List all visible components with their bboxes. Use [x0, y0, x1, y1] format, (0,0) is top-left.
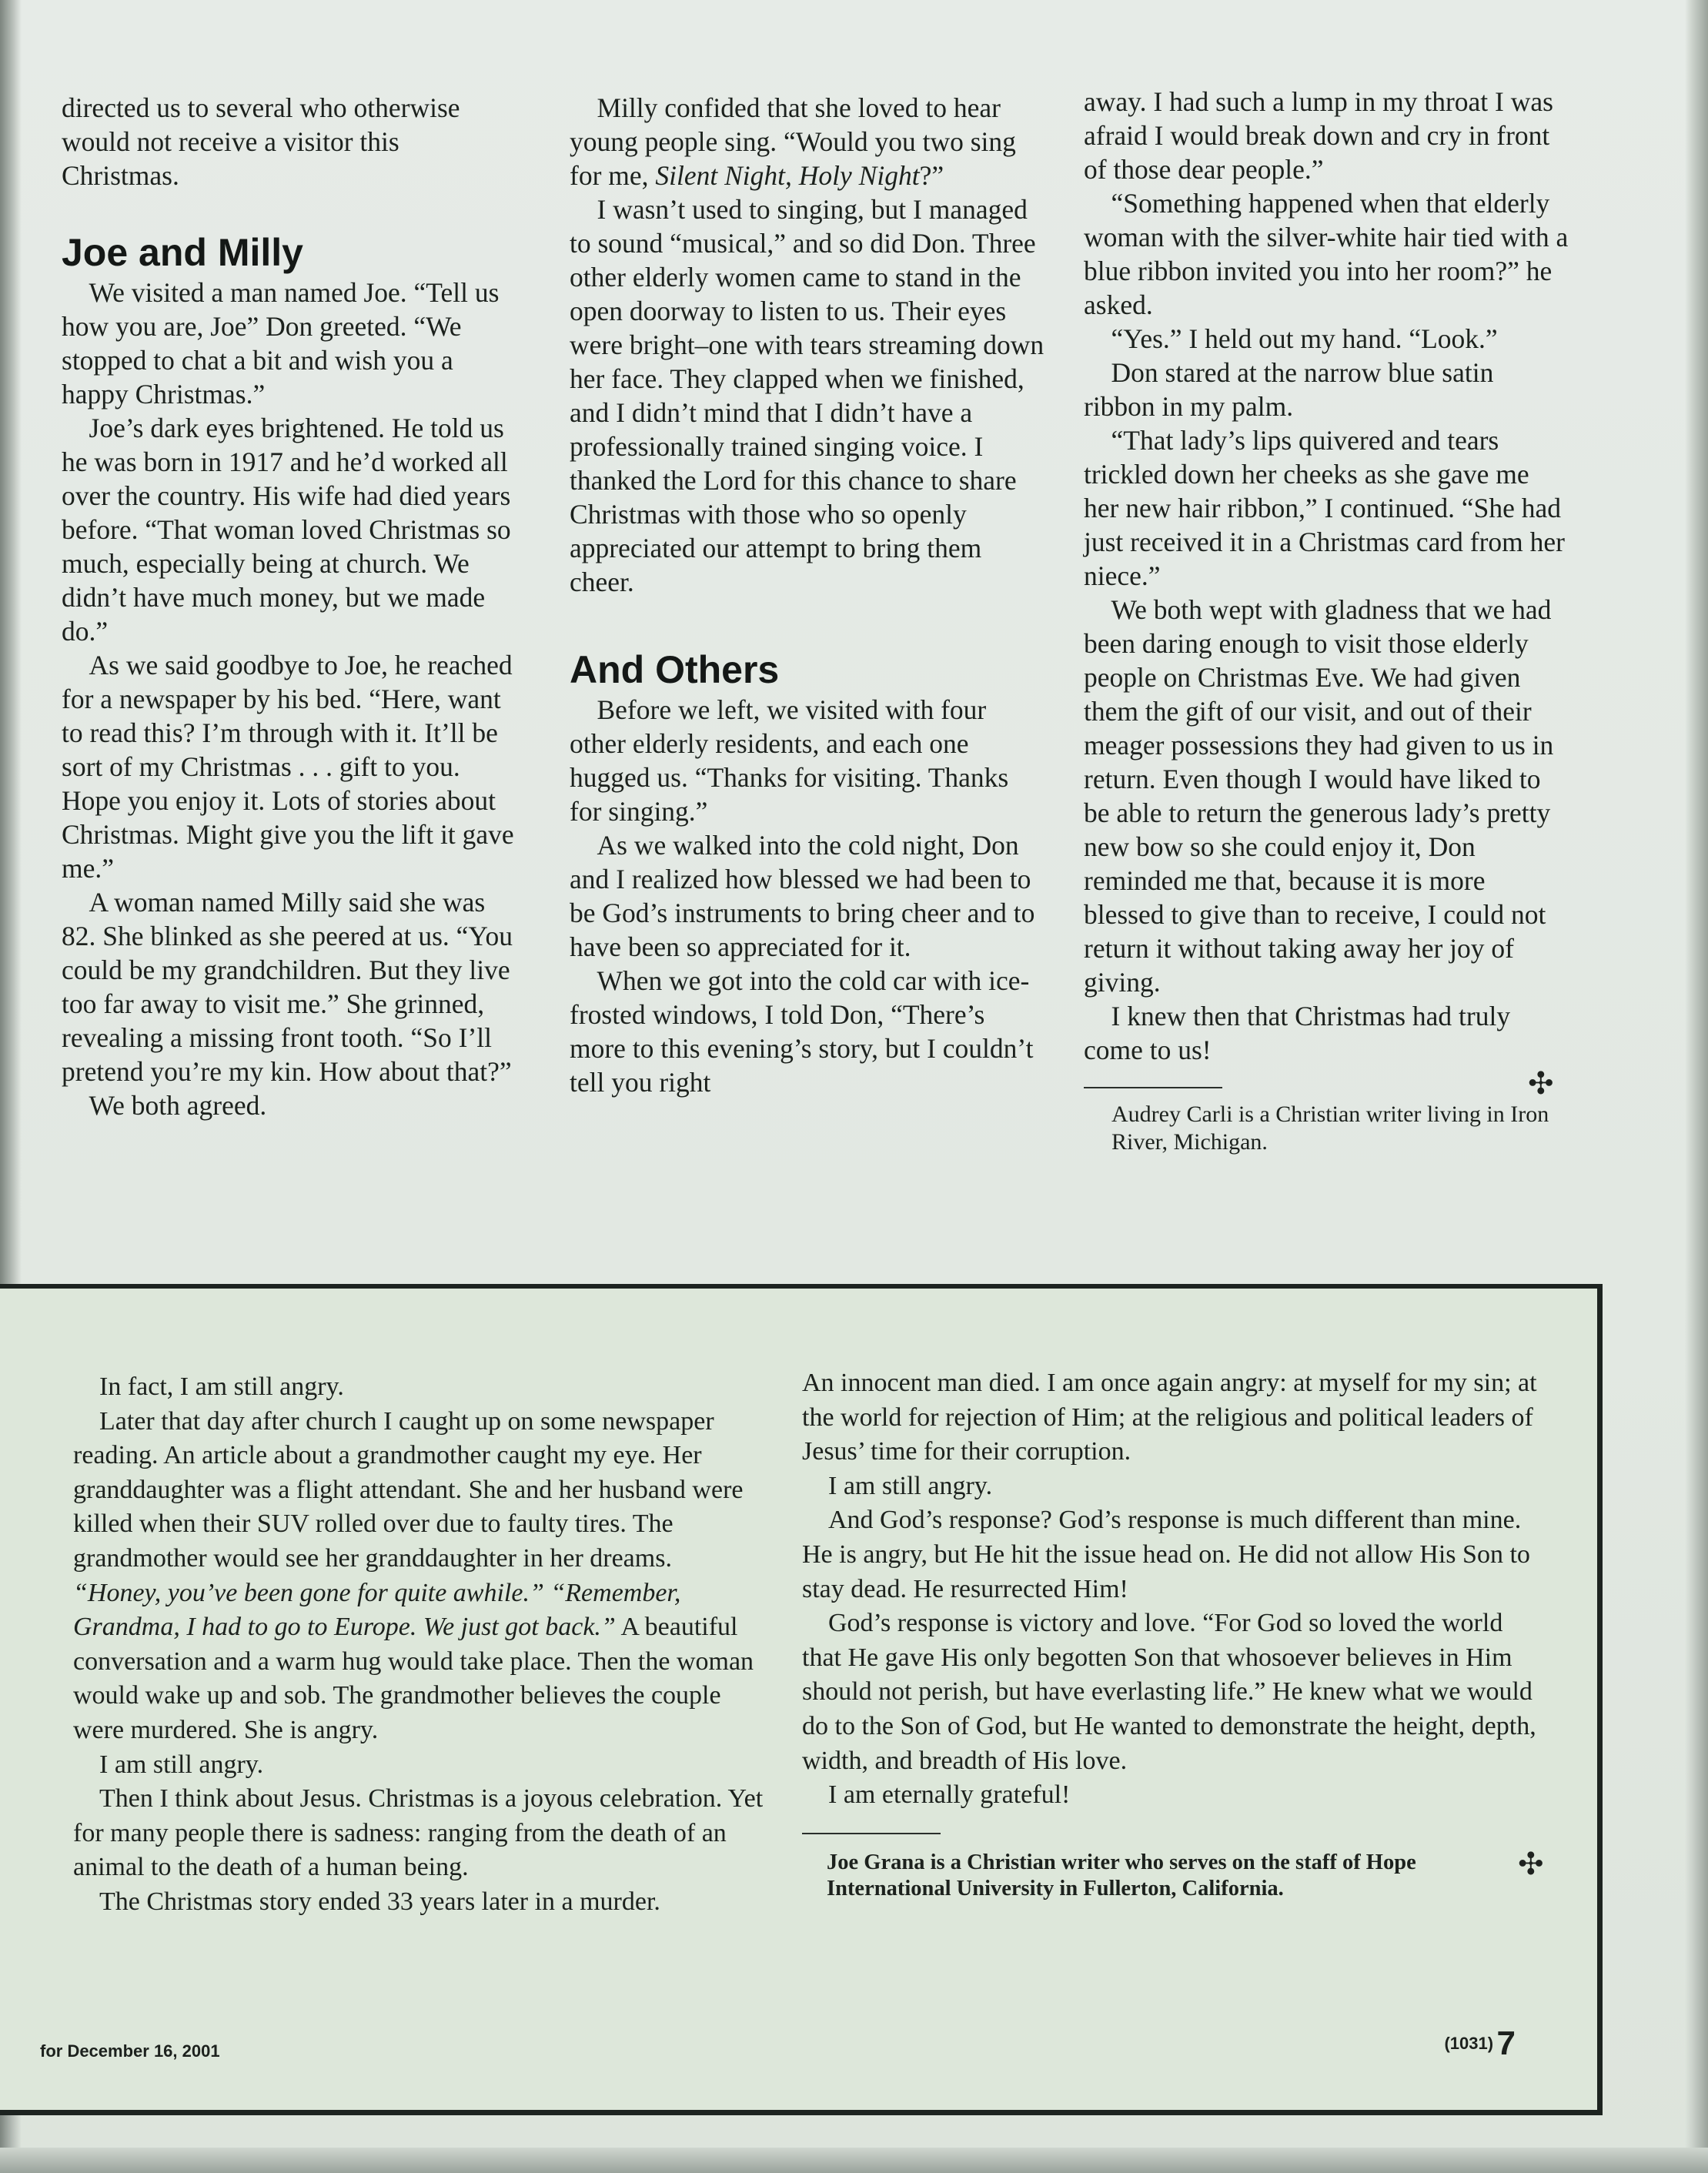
text-run: Later that day after church I caught up on some newspaper reading. An article about a grandmother caught my eye. Her granddaughter was a flight attendant. She and her husband were killed when their SUV rolled over due to faulty tires. The grandmother would see her granddaughter in her dreams.	[73, 1406, 744, 1573]
cross-icon: ✣	[1528, 1066, 1554, 1102]
text-run: Milly confided that she loved to hear young people sing. “Would you two sing for me,	[570, 92, 1016, 191]
dream-dialogue: “Honey, you’ve been gone for quite awhile.” “Remember, Grandma, I had to go to Europe. We just got back.”	[73, 1578, 681, 1642]
paragraph: Before we left, we visited with four other elderly residents, and each one hugged us. “Thanks for visiting. Thanks for singing.”	[570, 694, 1009, 827]
paragraph: “That lady’s lips quivered and tears trickled down her cheeks as she gave me her new hair ribbon,” I continued. “She had just received it in a Christmas card from her niece.”	[1084, 425, 1565, 591]
section-heading-joe-and-milly: Joe and Milly	[62, 231, 303, 274]
paragraph: A woman named Milly said she was 82. She blinked as she peered at us. “You could be my grandchildren. But they live too far away to visit me.” She grinned, revealing a missing front tooth. “So I’ll pretend you’re my kin. How about that?”	[62, 887, 513, 1087]
section-heading-and-others: And Others	[570, 648, 780, 691]
paragraph: Joe’s dark eyes brightened. He told us he was born in 1917 and he’d worked all over the country. His wife had died years before. “That woman loved Christmas so much, especially being at church. We didn’t have much money, but we made do.”	[62, 413, 511, 647]
paragraph: As we walked into the cold night, Don and I realized how blessed we had been to be God’s instruments to bring cheer and to have been so appreciated for it.	[570, 830, 1035, 962]
paragraph: Then I think about Jesus. Christmas is a joyous celebration. Yet for many people there is sadness: ranging from the death of an animal to the death of a human being.	[73, 1784, 764, 1882]
paragraph: When we got into the cold car with ice-frosted windows, I told Don, “There’s more to this evening’s story, but I couldn’t tell you right	[570, 965, 1034, 1098]
page-folio	[1444, 2024, 1516, 2063]
paragraph: And God’s response? God’s response is much different than mine. He is angry, but He hit the issue head on. He did not allow His Son to stay dead. He resurrected Him!	[802, 1506, 1530, 1603]
paragraph: In fact, I am still angry.	[99, 1372, 344, 1401]
boxed-article-column-2	[802, 1366, 1541, 1902]
text-run: ?”	[919, 160, 944, 191]
page-code: (1031)	[1444, 2034, 1494, 2053]
paragraph: I am still angry.	[828, 1471, 993, 1500]
paragraph: God’s response is victory and love. “For God so loved the world that He gave His only begotten Son that whosoever believes in Him should not perish, but have everlasting life.” He knew what we would do to the Son of God, but He wanted to demonstrate the height, depth, width, and breadth of His love.	[802, 1609, 1536, 1775]
paragraph: As we said goodbye to Joe, he reached for a newspaper by his bed. “Here, want to read this? I’m through with it. It’ll be sort of my Christmas . . . gift to you. Hope you enjoy it. Lots of stories about Christmas. Might give you the lift it gave me.”	[62, 650, 514, 884]
author-bio-audrey-carli: Audrey Carli is a Christian writer living in Iron River, Michigan.	[1111, 1102, 1549, 1155]
author-bio-joe-grana: Joe Grana is a Christian writer who serves on the staff of Hope International University in Fullerton, California.	[827, 1850, 1416, 1901]
paragraph: I wasn’t used to singing, but I managed to sound “musical,” and so did Don. Three other elderly women came to stand in the open doorway to listen to us. Their eyes were bright–one with tears streaming down her face. They clapped when we finished, and I didn’t mind that I didn’t have a professionally trained singing voice. I thanked the Lord for this chance to share Christmas with those who so openly appreciated our attempt to bring them cheer.	[570, 194, 1045, 597]
paragraph: We both agreed.	[89, 1090, 267, 1121]
paragraph: “Yes.” I held out my hand. “Look.”	[1111, 323, 1498, 354]
paragraph: We both wept with gladness that we had been daring enough to visit those elderly people on Christmas Eve. We had given them the gift of our visit, and out of their meager possessions they had given to us in return. Even though I would have liked to be able to return the generous lady’s pretty new bow so she could enjoy it, Don reminded me that, because it is more blessed to give than to receive, I could not return it without taking away her joy of giving.	[1084, 594, 1554, 998]
article-column-2	[570, 91, 1047, 1099]
paragraph: The Christmas story ended 33 years later in a murder.	[99, 1887, 660, 1916]
paragraph: I knew then that Christmas had truly come to us!	[1084, 1001, 1511, 1065]
page-shadow-right	[1685, 0, 1708, 2173]
paragraph: We visited a man named Joe. “Tell us how you are, Joe” Don greeted. “We stopped to chat a bit and wish you a happy Christmas.”	[62, 277, 500, 410]
text-run: A beautiful conversation and a warm hug would take place. Then the woman would wake up and sob. The grandmother believes the couple were murdered. She is angry.	[73, 1613, 754, 1744]
cross-icon: ✣	[1518, 1847, 1544, 1882]
paragraph: “Something happened when that elderly woman with the silver-white hair tied with a blue ribbon invited you into her room?” he asked.	[1084, 188, 1569, 320]
divider-rule	[802, 1833, 941, 1834]
divider-rule	[1084, 1087, 1222, 1088]
page-number: 7	[1496, 2024, 1516, 2062]
paragraph	[570, 91, 1047, 192]
paragraph: directed us to several who otherwise would not receive a visitor this Christmas.	[62, 92, 460, 191]
issue-date: for December 16, 2001	[40, 2041, 220, 2061]
article-column-3	[1084, 85, 1569, 1156]
scan-edge	[0, 2148, 1708, 2173]
paragraph: I am eternally grateful!	[828, 1780, 1071, 1810]
paragraph: away. I had such a lump in my throat I was afraid I would break down and cry in front of those dear people.”	[1084, 86, 1553, 185]
article-column-1	[62, 91, 523, 1122]
paragraph: I am still angry.	[99, 1750, 264, 1779]
song-title: Silent Night, Holy Night	[655, 160, 920, 191]
paragraph	[73, 1405, 766, 1748]
paragraph: An innocent man died. I am once again angry: at myself for my sin; at the world for rejection of Him; at the religious and political leaders of Jesus’ time for their corruption.	[802, 1369, 1537, 1466]
boxed-article-column-1	[73, 1370, 766, 1920]
paragraph: Don stared at the narrow blue satin ribbon in my palm.	[1084, 357, 1494, 422]
